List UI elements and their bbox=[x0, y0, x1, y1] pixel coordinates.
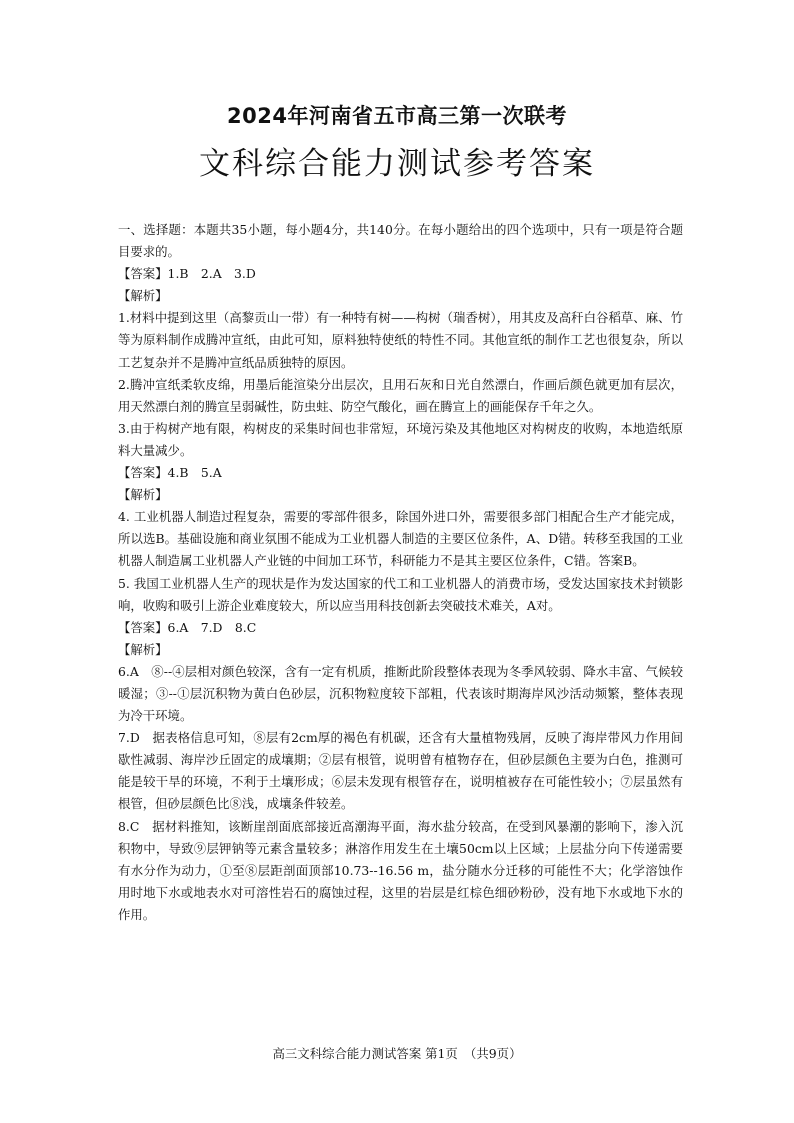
explanation-q4: 4. 工业机器人制造过程复杂，需要的零部件很多，除国外进口外，需要很多部门相配合生产才能完成，所以选B。基础设施和商业氛围不能成为工业机器人制造的主要区位条件，A、D错。转移至我国的工业机器人制造属工业机器人产业链的中间加工环节，科研能力不是其主要区位条件，C错。答案B。 bbox=[118, 509, 683, 569]
page-footer: 高三文科综合能力测试答案 第1页 （共9页） bbox=[272, 1046, 522, 1061]
exam-title: 2024年河南省五市高三第一次联考 bbox=[227, 104, 567, 128]
explanation-q3: 3.由于构树产地有限，构树皮的采集时间也非常短，环境污染及其他地区对构树皮的收购，本地造纸原料大量减少。 bbox=[118, 420, 683, 458]
explanation-q2: 2.腾冲宣纸柔软皮绵，用墨后能渲染分出层次，且用石灰和日光自然漂白，作画后颜色就更加有层次，用天然漂白剂的腾宣呈弱碱性，防虫蛀、防空气酸化，画在腾宣上的画能保存千年之久。 bbox=[118, 376, 683, 414]
answer-line: 【答案】4.B 5.A bbox=[118, 465, 222, 481]
explanation-q7: 7.D 据表格信息可知，⑧层有2cm厚的褐色有机碳，还含有大量植物残屑，反映了海岸带风力作用间歇性减弱、海岸沙丘固定的成壤期；②层有根管，说明曾有植物存在，但砂层颜色主要为白色，推测可能是较干旱的环境，不利于土壤形成；⑥层未发现有根管存在，说明植被存在可能性较小；⑦层虽然有根管，但砂层颜色比⑧浅，成壤条件较差。 bbox=[118, 730, 683, 812]
answer-key-title: 文科综合能力测试参考答案 bbox=[199, 146, 595, 182]
explanation-q5: 5. 我国工业机器人生产的现状是作为发达国家的代工和工业机器人的消费市场，受发达国家技术封锁影响，收购和吸引上游企业难度较大，所以应当用科技创新去突破技术难关，A对。 bbox=[118, 575, 683, 613]
explanation-q6: 6.A ⑧--④层相对颜色较深，含有一定有机质，推断此阶段整体表现为冬季风较弱、降水丰富、气候较暖湿；③--①层沉积物为黄白色砂层，沉积物粒度较下部粗，代表该时期海岸风沙活动频繁，整体表现为冷干环境。 bbox=[118, 663, 683, 724]
answer-body bbox=[118, 219, 683, 926]
section-intro: 一、选择题：本题共35小题，每小题4分，共140分。在每小题给出的四个选项中，只有一项是符合题目要求的。 bbox=[118, 222, 683, 260]
answer-line: 【答案】6.A 7.D 8.C bbox=[118, 619, 257, 635]
answer-line: 【答案】1.B 2.A 3.D bbox=[118, 266, 256, 282]
explanation-q1: 1.材料中提到这里（高黎贡山一带）有一种特有树——构树（瑞香树），用其皮及高秆白谷稻草、麻、竹等为原料制作成腾冲宣纸，由此可知，原料独特使纸的特性不同。其他宣纸的制作工艺也很复杂，所以工艺复杂并不是腾冲宣纸品质独特的原因。 bbox=[118, 310, 683, 370]
explanation-q8: 8.C 据材料推知，该断崖剖面底部接近高潮海平面，海水盐分较高，在受到风暴潮的影响下，渗入沉积物中，导致⑨层钾钠等元素含量较多；淋溶作用发生在土壤50cm以上区域；上层盐分向下传递需要有水分作为动力，①至⑧层距剖面顶部10.73--16.56 m，盐分随水分迁移的可能性不大；化学溶蚀作用时地下水或地表水对可溶性岩石的腐蚀过程，这里的岩层是红棕色细砂粉砂，没有地下水或地下水的作用。 bbox=[118, 818, 683, 922]
analysis-heading: 【解析】 bbox=[118, 288, 168, 304]
analysis-heading: 【解析】 bbox=[118, 641, 168, 657]
analysis-heading: 【解析】 bbox=[118, 487, 168, 503]
